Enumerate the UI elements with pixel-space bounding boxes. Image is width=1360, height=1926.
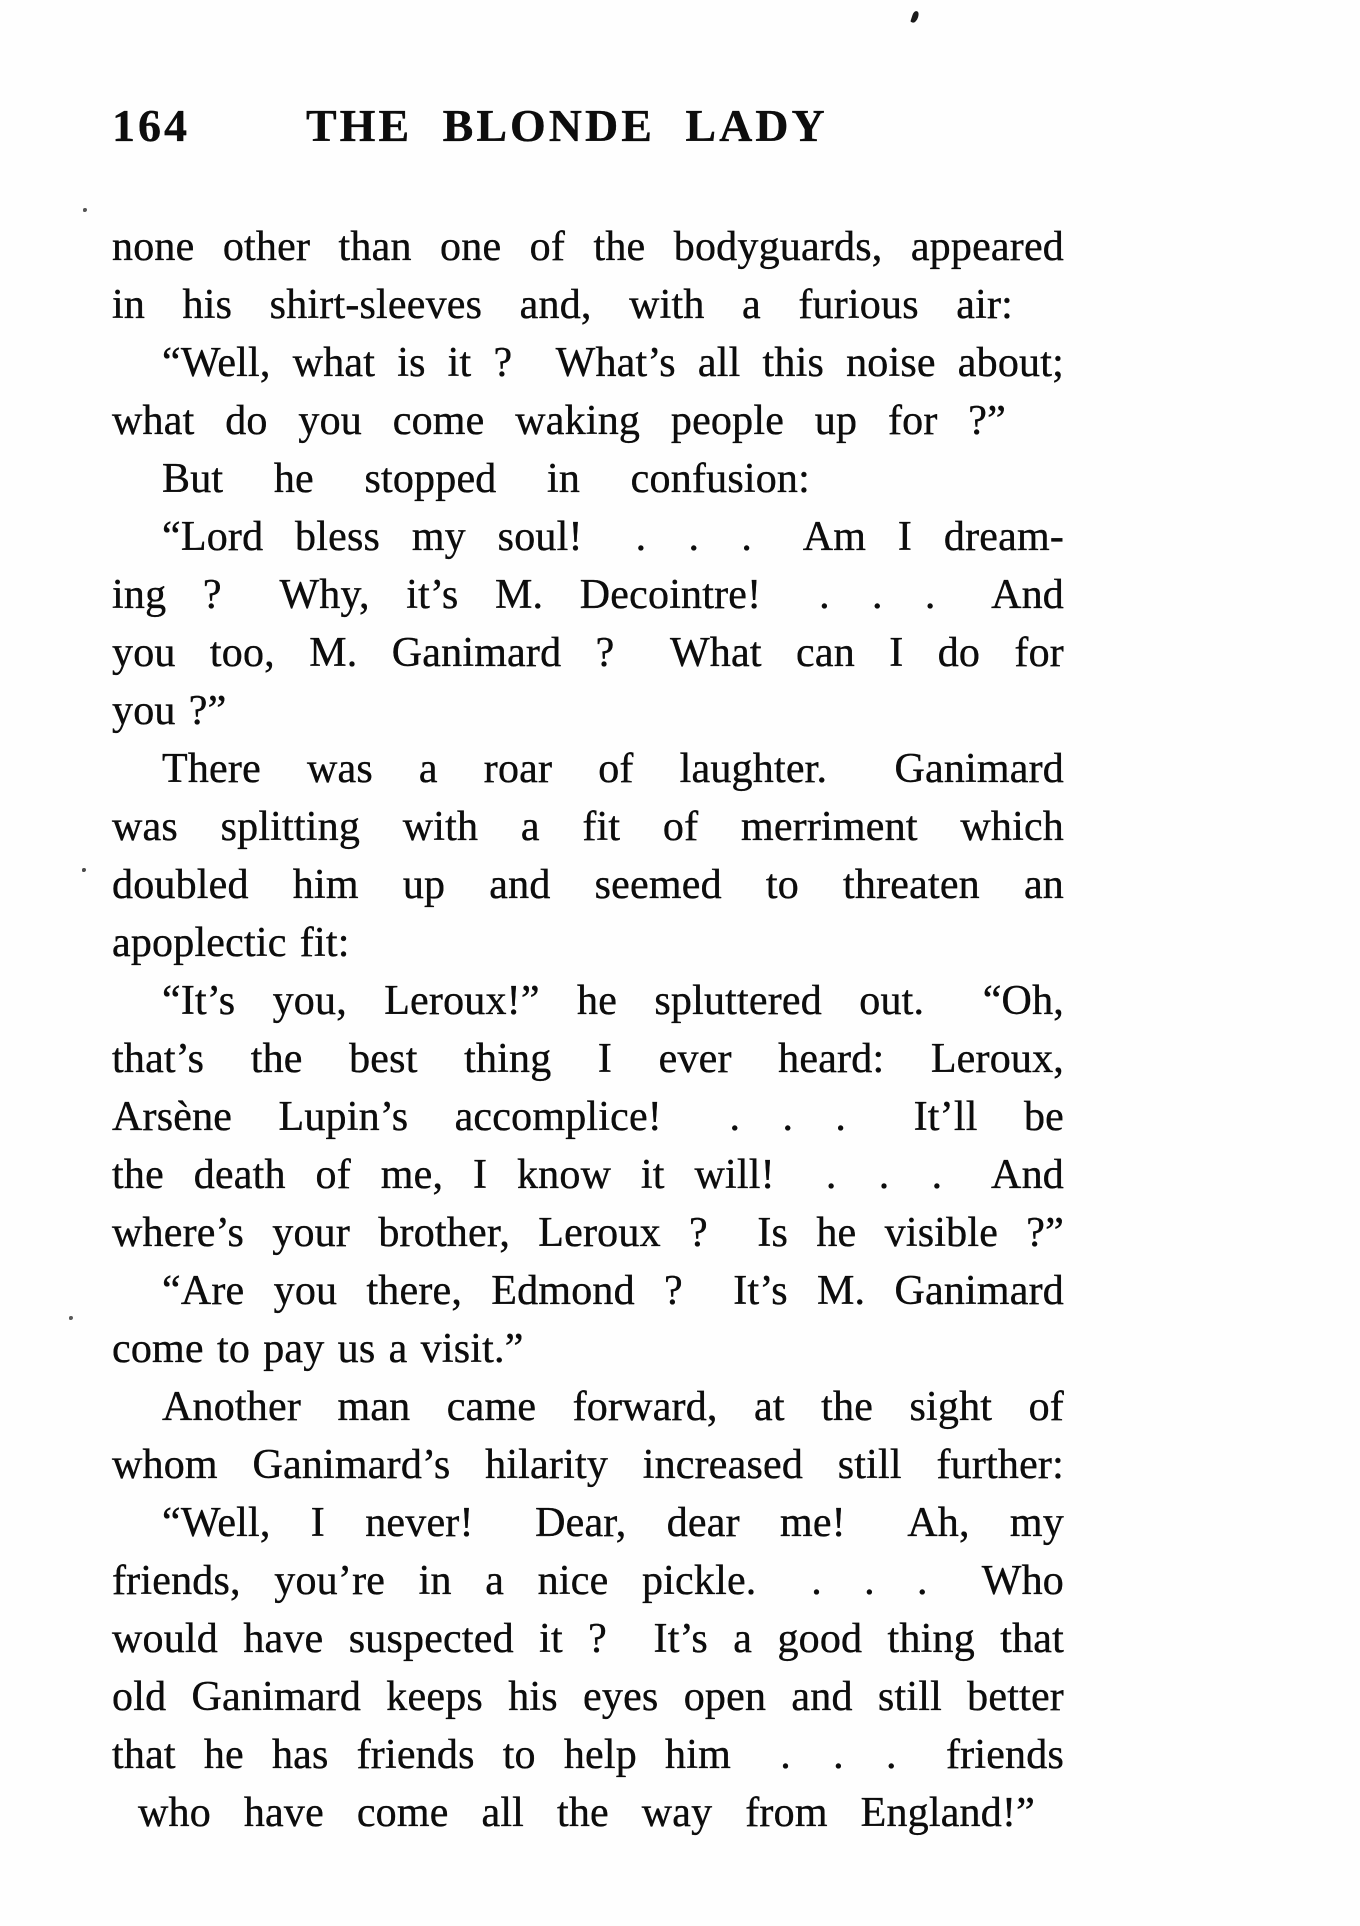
- text-line: would have suspected it ? It’s a good thing that: [112, 1616, 1064, 1662]
- text-line: the death of me, I know it will! . . . And: [112, 1152, 1064, 1198]
- text-line: that’s the best thing I ever heard: Leroux,: [112, 1036, 1064, 1082]
- text-line: But he stopped in confusion:: [162, 456, 810, 502]
- page-number: 164: [112, 100, 190, 151]
- text-line: was splitting with a fit of merriment which: [112, 804, 1064, 850]
- text-line: what do you come waking people up for ?”: [112, 398, 1006, 444]
- text-line: “Well, what is it ? What’s all this noise about;: [162, 340, 1064, 386]
- text-line: “Well, I never! Dear, dear me! Ah, my: [162, 1500, 1064, 1546]
- text-line: where’s your brother, Leroux ? Is he visible ?”: [112, 1210, 1064, 1256]
- ink-speck: [69, 1316, 73, 1320]
- text-line: “Are you there, Edmond ? It’s M. Ganimard: [162, 1268, 1064, 1314]
- text-line: come to pay us a visit.”: [112, 1326, 524, 1372]
- ink-speck: [83, 208, 87, 212]
- text-line: you ?”: [112, 688, 227, 734]
- text-line: Arsène Lupin’s accomplice! . . . It’ll be: [112, 1094, 1064, 1140]
- text-line: that he has friends to help him . . . friends: [112, 1732, 1064, 1778]
- text-line: “Lord bless my soul! . . . Am I dream-: [162, 514, 1064, 560]
- text-line: “It’s you, Leroux!” he spluttered out. “Oh,: [162, 978, 1064, 1024]
- text-line: who have come all the way from England!”: [138, 1790, 1035, 1836]
- text-line: none other than one of the bodyguards, appeared: [112, 224, 1064, 270]
- ink-speck: [82, 868, 86, 872]
- text-line: whom Ganimard’s hilarity increased still further:: [112, 1442, 1064, 1488]
- text-line: There was a roar of laughter. Ganimard: [162, 746, 1064, 792]
- ink-speck: [910, 10, 919, 23]
- text-line: you too, M. Ganimard ? What can I do for: [112, 630, 1064, 676]
- body-text: [112, 218, 1064, 1842]
- text-line: ing ? Why, it’s M. Decointre! . . . And: [112, 572, 1064, 618]
- text-line: old Ganimard keeps his eyes open and still better: [112, 1674, 1064, 1720]
- text-line: friends, you’re in a nice pickle. . . . Who: [112, 1558, 1064, 1604]
- text-line: apoplectic fit:: [112, 920, 350, 966]
- running-title: THE BLONDE LADY: [306, 100, 828, 151]
- text-line: Another man came forward, at the sight of: [162, 1384, 1064, 1430]
- text-line: in his shirt-sleeves and, with a furious air:: [112, 282, 1013, 328]
- text-line: doubled him up and seemed to threaten an: [112, 862, 1064, 908]
